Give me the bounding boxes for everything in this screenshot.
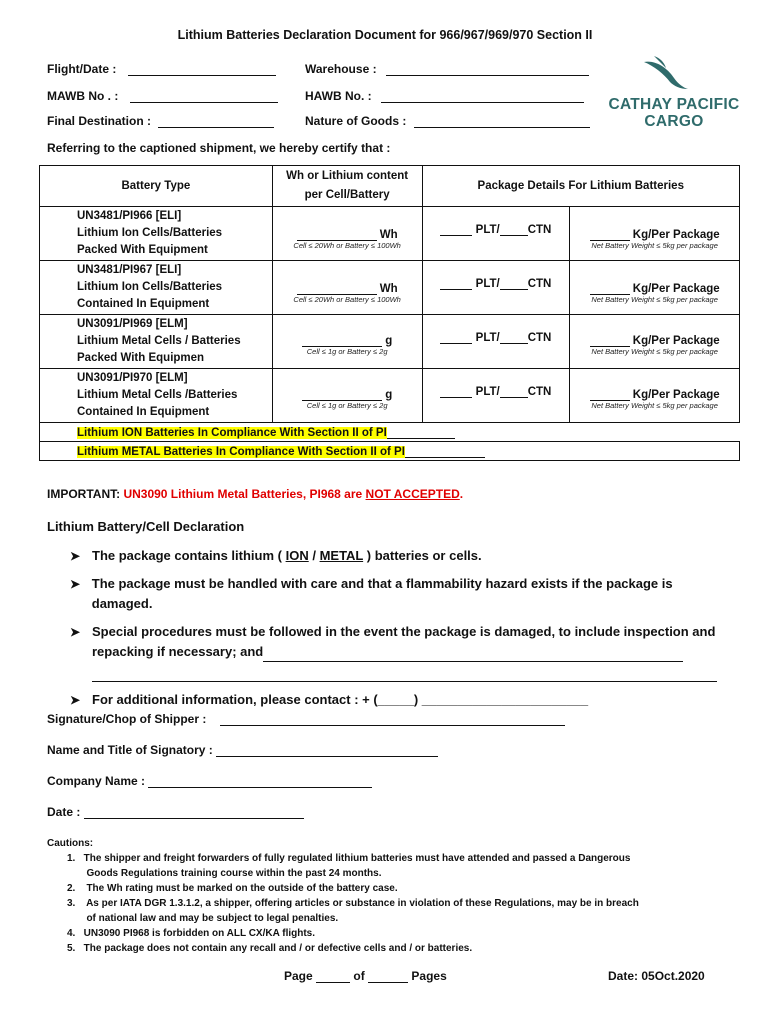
battery-type-code: UN3091/PI970 [ELM] (77, 372, 188, 384)
important-text: UN3090 Lithium Metal Batteries, PI968 are (123, 487, 366, 501)
compliance-metal-text: Lithium METAL Batteries In Compliance With Section II of PI (77, 445, 405, 458)
nature-of-goods-input-line[interactable] (414, 115, 590, 128)
declaration-list (70, 546, 730, 710)
battery-type-cell (40, 369, 273, 423)
header-content-line2: per Cell/Battery (304, 189, 390, 201)
table-header-row (40, 166, 740, 207)
important-end: . (459, 487, 464, 501)
weight-note: Net Battery Weight ≤ 5kg per package (591, 294, 718, 304)
nature-of-goods-field[interactable] (305, 114, 590, 128)
company-name-label: Company Name : (47, 774, 146, 788)
flight-date-input-line[interactable] (128, 63, 276, 76)
battery-type-code: UN3481/PI966 [ELI] (77, 210, 182, 222)
content-limit-note: Cell ≤ 1g or Battery ≤ 2g (306, 346, 388, 356)
company-name-field[interactable] (47, 774, 372, 788)
logo-line2: CARGO (644, 113, 704, 130)
declaration-item (70, 622, 730, 682)
arrow-bullet-icon: ➤ (70, 577, 81, 591)
additional-procedure-line[interactable] (92, 669, 717, 682)
caution-item: 1. The shipper and freight forwarders of fully regulated lithium batteries must have attended and passed a Dangerous (67, 853, 631, 864)
declaration-item-text: The package must be handled with care and that a flammability hazard exists if the package is damaged. (91, 576, 673, 611)
compliance-row-metal (40, 442, 740, 461)
declaration-item (70, 546, 730, 566)
company-name-line[interactable] (148, 775, 372, 788)
hawb-field[interactable] (305, 89, 584, 103)
final-destination-input-line[interactable] (158, 115, 274, 128)
header-battery-type: Battery Type (40, 166, 273, 207)
content-cell[interactable] (272, 261, 422, 315)
certify-text: Referring to the captioned shipment, we hereby certify that : (47, 141, 391, 155)
arrow-bullet-icon: ➤ (70, 693, 81, 707)
battery-type-packing: Packed With Equipment (77, 244, 208, 256)
metal-option[interactable]: METAL (319, 548, 364, 563)
declaration-heading: Lithium Battery/Cell Declaration (47, 519, 245, 534)
cautions-heading: Cautions: (47, 838, 94, 849)
battery-type-desc: Lithium Ion Cells/Batteries (77, 227, 223, 239)
battery-type-cell (40, 315, 273, 369)
content-limit-note: Cell ≤ 20Wh or Battery ≤ 100Wh (293, 294, 401, 304)
plt-label: PLT/ (475, 332, 500, 344)
table-row (40, 261, 740, 315)
kg-per-package-cell[interactable] (570, 369, 740, 423)
important-label: IMPORTANT: (47, 487, 124, 501)
of-label: of (353, 969, 365, 983)
plt-ctn-cell[interactable] (422, 369, 570, 423)
signature-date-field[interactable] (47, 805, 304, 819)
ctn-label: CTN (527, 386, 552, 398)
pages-label: Pages (411, 969, 447, 983)
header-package-details: Package Details For Lithium Batteries (422, 166, 739, 207)
compliance-metal-cell[interactable] (40, 442, 740, 461)
kg-per-package-cell[interactable] (570, 315, 740, 369)
important-notice (47, 487, 463, 501)
cautions-section (47, 836, 747, 956)
battery-type-cell (40, 207, 273, 261)
flight-date-label: Flight/Date : (47, 62, 117, 76)
battery-type-desc: Lithium Metal Cells / Batteries (77, 335, 241, 347)
ion-option[interactable]: ION (285, 548, 309, 563)
header-content (272, 166, 422, 207)
caution-item: 3. As per IATA DGR 1.3.1.2, a shipper, offering articles or substance in violation of these Regulations, may be in breach (67, 898, 639, 909)
declaration-item-text: The package contains lithium ( ION / METAL ) batteries or cells. (92, 548, 482, 563)
kg-label: Kg/Per Package (632, 388, 720, 401)
header-content-line1: Wh or Lithium content (286, 170, 409, 182)
battery-type-desc: Lithium Ion Cells/Batteries (77, 281, 223, 293)
declaration-item (70, 690, 730, 710)
warehouse-label: Warehouse : (305, 62, 377, 76)
ctn-label: CTN (527, 278, 552, 290)
kg-label: Kg/Per Package (632, 334, 720, 347)
signature-chop-field[interactable] (47, 712, 565, 726)
page-total-line[interactable] (368, 970, 408, 983)
weight-note: Net Battery Weight ≤ 5kg per package (591, 400, 718, 410)
plt-label: PLT/ (475, 278, 500, 290)
table-row (40, 369, 740, 423)
warehouse-input-line[interactable] (386, 63, 589, 76)
contact-text[interactable]: For additional information, please contact : + (_____) _______________________ (92, 692, 589, 707)
signature-chop-label: Signature/Chop of Shipper : (47, 712, 207, 726)
logo-line1: CATHAY PACIFIC (608, 96, 740, 113)
battery-type-cell (40, 261, 273, 315)
declaration-item (70, 574, 730, 614)
weight-note: Net Battery Weight ≤ 5kg per package (591, 240, 718, 250)
battery-type-packing: Contained In Equipment (77, 406, 210, 418)
content-unit: Wh (379, 282, 398, 295)
content-unit: g (385, 388, 393, 401)
caution-item: 4. UN3090 PI968 is forbidden on ALL CX/KA flights. (67, 928, 316, 939)
mawb-label: MAWB No . : (47, 89, 119, 103)
important-emph: NOT ACCEPTED (365, 487, 460, 501)
battery-type-code: UN3481/PI967 [ELI] (77, 264, 182, 276)
battery-type-packing: Contained In Equipment (77, 298, 210, 310)
content-cell[interactable] (272, 315, 422, 369)
declaration-item-text: Special procedures must be followed in the event the package is damaged, to include inspection and repacking if necessary; and (92, 622, 722, 682)
compliance-row-ion (40, 423, 740, 442)
weight-note: Net Battery Weight ≤ 5kg per package (591, 346, 718, 356)
page-number[interactable] (284, 969, 447, 983)
kg-label: Kg/Per Package (632, 282, 720, 295)
hawb-input-line[interactable] (381, 90, 584, 103)
battery-type-packing: Packed With Equipmen (77, 352, 205, 364)
kg-per-package-cell[interactable] (570, 261, 740, 315)
signature-chop-line[interactable] (220, 713, 565, 726)
name-title-line[interactable] (216, 744, 438, 757)
mawb-input-line[interactable] (130, 90, 278, 103)
warehouse-field[interactable] (305, 62, 589, 76)
plt-ctn-cell[interactable] (422, 207, 570, 261)
content-limit-note: Cell ≤ 20Wh or Battery ≤ 100Wh (293, 240, 401, 250)
name-title-label: Name and Title of Signatory : (47, 743, 213, 757)
content-cell[interactable] (272, 369, 422, 423)
company-logo-text (600, 96, 748, 130)
content-limit-note: Cell ≤ 1g or Battery ≤ 2g (306, 400, 388, 410)
flight-date-field[interactable] (47, 62, 276, 76)
plt-label: PLT/ (475, 224, 500, 236)
final-destination-label: Final Destination : (47, 114, 152, 128)
caution-item: of national law and may be subject to legal penalties. (67, 913, 339, 924)
hawb-label: HAWB No. : (305, 89, 372, 103)
battery-type-code: UN3091/PI969 [ELM] (77, 318, 188, 330)
plt-ctn-cell[interactable] (422, 261, 570, 315)
arrow-bullet-icon: ➤ (70, 549, 81, 563)
compliance-ion-text: Lithium ION Batteries In Compliance With Section II of PI (77, 426, 387, 439)
cathay-brushwing-logo-icon (640, 56, 690, 95)
mawb-field[interactable] (47, 89, 278, 103)
document-date: Date: 05Oct.2020 (608, 969, 705, 983)
arrow-bullet-icon: ➤ (70, 625, 81, 639)
document-title: Lithium Batteries Declaration Document for 966/967/969/970 Section II (177, 28, 593, 42)
caution-item: Goods Regulations training course within the past 24 months. (67, 868, 382, 879)
battery-table (39, 165, 740, 461)
page-current-line[interactable] (316, 970, 350, 983)
battery-type-desc: Lithium Metal Cells /Batteries (77, 389, 238, 401)
compliance-ion-cell[interactable] (40, 423, 740, 442)
nature-of-goods-label: Nature of Goods : (305, 114, 407, 128)
plt-ctn-cell[interactable] (422, 315, 570, 369)
ctn-label: CTN (527, 332, 552, 344)
kg-label: Kg/Per Package (632, 228, 720, 241)
signature-date-line[interactable] (84, 806, 304, 819)
content-cell[interactable] (272, 207, 422, 261)
content-unit: g (385, 334, 393, 347)
page-label: Page (284, 969, 313, 983)
final-destination-field[interactable] (47, 114, 274, 128)
caution-item: 5. The package does not contain any recall and / or defective cells and / or batteries. (67, 943, 473, 954)
plt-label: PLT/ (475, 386, 500, 398)
content-unit: Wh (379, 228, 398, 241)
ctn-label: CTN (527, 224, 552, 236)
caution-item: 2. The Wh rating must be marked on the outside of the battery case. (67, 883, 398, 894)
name-title-field[interactable] (47, 743, 438, 757)
signature-date-label: Date : (47, 805, 81, 819)
table-row (40, 315, 740, 369)
kg-per-package-cell[interactable] (570, 207, 740, 261)
table-row (40, 207, 740, 261)
